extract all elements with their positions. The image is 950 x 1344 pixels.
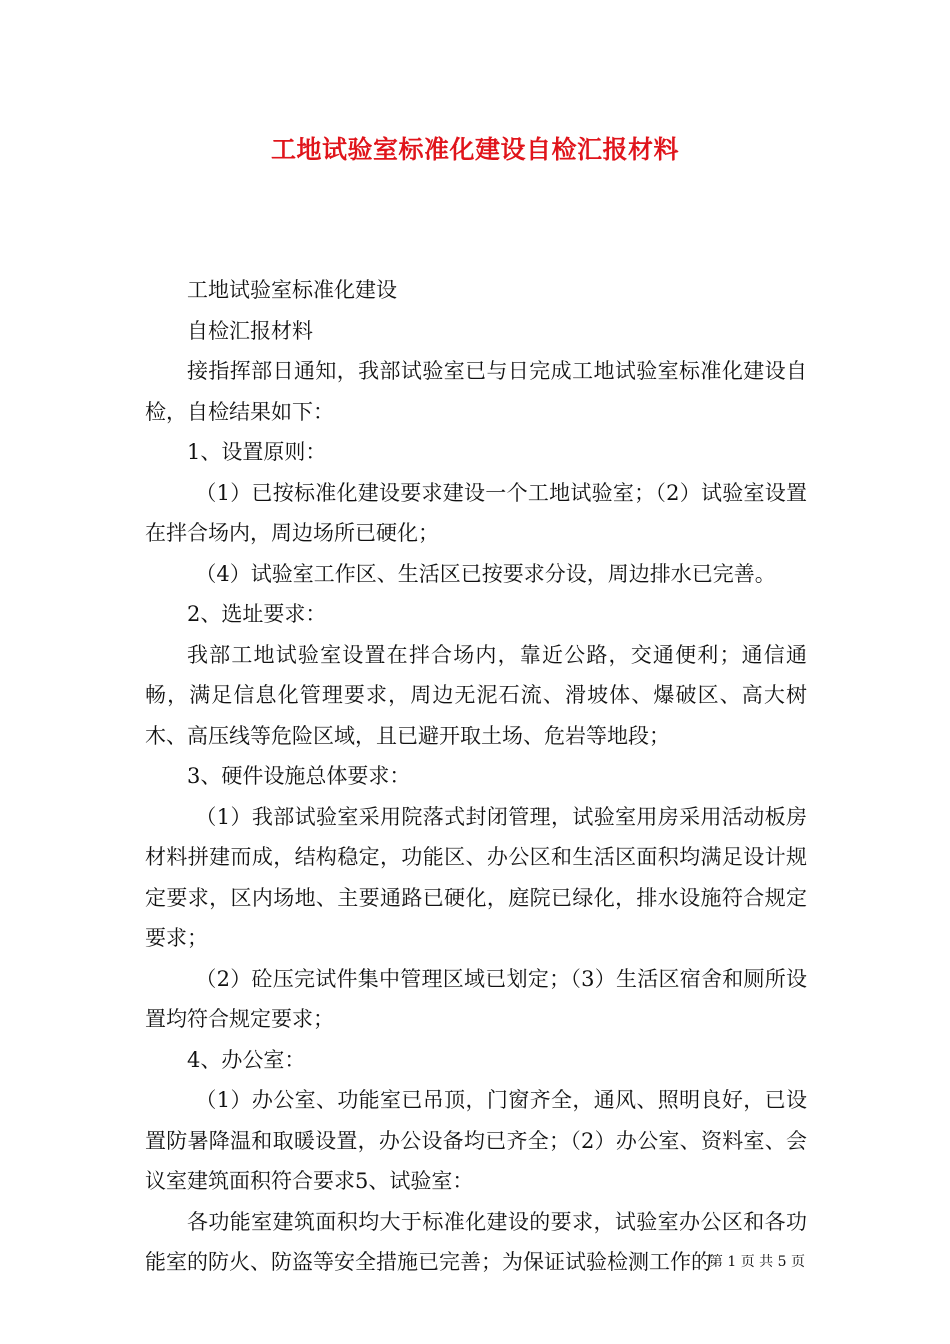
paragraph: 我部工地试验室设置在拌合场内，靠近公路，交通便利；通信通畅，满足信息化管理要求，周边无泥石流、滑坡体、爆破区、高大树木、高压线等危险区域，且已避开取土场、危岩等地段； bbox=[145, 642, 807, 748]
paragraph: 自检汇报材料 bbox=[187, 318, 313, 343]
section-heading: 1、设置原则： bbox=[187, 440, 327, 464]
section-heading: 4、办公室： bbox=[187, 1047, 306, 1072]
paragraph: （2）砼压完试件集中管理区域已划定；（3）生活区宿舍和厕所设置均符合规定要求； bbox=[145, 966, 807, 1031]
paragraph: （1）办公室、功能室已吊顶，门窗齐全，通风、照明良好，已设置防暑降温和取暖设置，办公设备均已齐全；（2）办公室、资料室、会议室建筑面积符合要求5、试验室： bbox=[145, 1088, 807, 1193]
page-number: 第 1 页 共 5 页 bbox=[708, 1254, 805, 1270]
paragraph: 工地试验室标准化建设 bbox=[187, 278, 397, 302]
document-body bbox=[145, 270, 807, 1283]
paragraph: 各功能室建筑面积均大于标准化建设的要求，试验室办公区和各功能室的防火、防盗等安全措施已完善；为保证试验检测工作的 bbox=[145, 1209, 807, 1274]
document-title: 工地试验室标准化建设自检汇报材料 bbox=[270, 135, 679, 164]
paragraph: （1）已按标准化建设要求建设一个工地试验室；（2）试验室设置在拌合场内，周边场所已硬化； bbox=[145, 480, 807, 545]
paragraph: 接指挥部日通知，我部试验室已与日完成工地试验室标准化建设自检，自检结果如下： bbox=[145, 359, 807, 424]
section-heading: 3、硬件设施总体要求： bbox=[187, 764, 411, 788]
paragraph: （4）试验室工作区、生活区已按要求分设，周边排水已完善。 bbox=[195, 561, 776, 586]
paragraph: （1）我部试验室采用院落式封闭管理，试验室用房采用活动板房材料拼建而成，结构稳定，功能区、办公区和生活区面积均满足设计规定要求，区内场地、主要通路已硬化，庭院已绿化，排水设施符合规定要求； bbox=[145, 804, 807, 950]
section-heading: 2、选址要求： bbox=[187, 602, 327, 626]
